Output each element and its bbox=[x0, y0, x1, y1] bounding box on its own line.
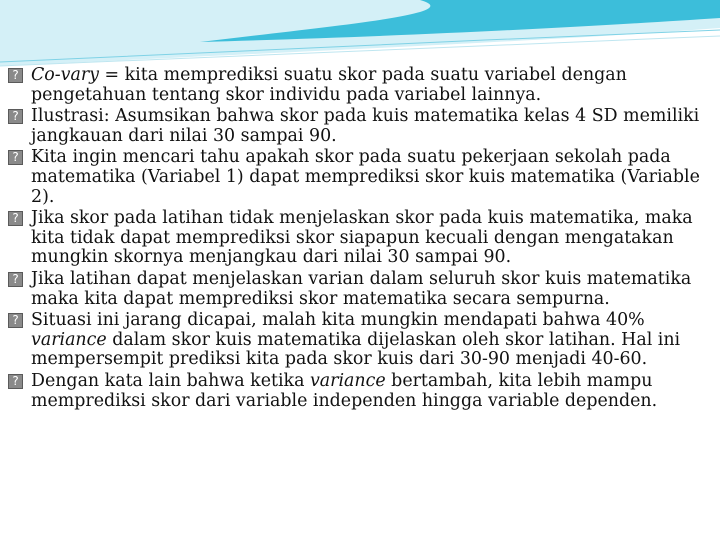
bullet-text: = kita memprediksi suatu skor pada suatu variabel dengan pengetahuan tentang skor individu pada variabel lainnya. bbox=[31, 65, 627, 105]
term-variance: variance bbox=[31, 329, 107, 350]
bullet-ilustrasi bbox=[8, 107, 712, 146]
bullet-marker-icon: ? bbox=[8, 150, 23, 165]
term-variance: variance bbox=[309, 370, 386, 391]
bullet-tidak-menjelaskan bbox=[8, 209, 712, 268]
bullet-text-after: bertambah, kita lebih mampu memprediksi skor dari variable independen hingga variable dependen. bbox=[31, 370, 658, 411]
bullet-text-before: Dengan kata lain bahwa ketika bbox=[31, 370, 310, 391]
bullet-text: Jika skor pada latihan tidak menjelaskan skor pada kuis matematika, maka kita tidak dapat memprediksi skor siapapun kecuali dengan mengatakan mungkin skornya menjangkau dari nilai 30 sampai 90. bbox=[31, 208, 693, 268]
bullet-text: Ilustrasi: Asumsikan bahwa skor pada kuis matematika kelas 4 SD memiliki jangkauan dari nilai 30 sampai 90. bbox=[31, 106, 700, 146]
bullet-text-after: dalam skor kuis matematika dijelaskan oleh skor latihan. Hal ini mempersempit prediksi kita pada skor kuis dari 30-90 menjadi 40-60. bbox=[31, 329, 681, 370]
bullet-menjelaskan bbox=[8, 270, 712, 309]
bullet-covary bbox=[8, 66, 712, 105]
header-wave-decoration bbox=[0, 0, 720, 70]
bullet-marker-icon: ? bbox=[8, 68, 23, 83]
bullet-list bbox=[8, 66, 712, 413]
bullet-marker-icon: ? bbox=[8, 109, 23, 124]
bullet-kesimpulan bbox=[8, 372, 712, 411]
term-covary: Co-vary bbox=[31, 65, 99, 85]
bullet-marker-icon: ? bbox=[8, 313, 23, 328]
bullet-marker-icon: ? bbox=[8, 211, 23, 226]
bullet-marker-icon: ? bbox=[8, 374, 23, 389]
bullet-text: Jika latihan dapat menjelaskan varian dalam seluruh skor kuis matematika maka kita dapat memprediksi skor matematika secara sempurna. bbox=[31, 268, 692, 309]
bullet-text-before: Situasi ini jarang dicapai, malah kita mungkin mendapati bahwa 40% bbox=[31, 310, 645, 331]
bullet-text: Kita ingin mencari tahu apakah skor pada suatu pekerjaan sekolah pada matematika (Variabel 1) dapat memprediksi skor kuis matematika (Variable 2). bbox=[31, 147, 700, 207]
bullet-tujuan bbox=[8, 148, 712, 207]
bullet-marker-icon: ? bbox=[8, 272, 23, 287]
bullet-situasi bbox=[8, 311, 712, 370]
